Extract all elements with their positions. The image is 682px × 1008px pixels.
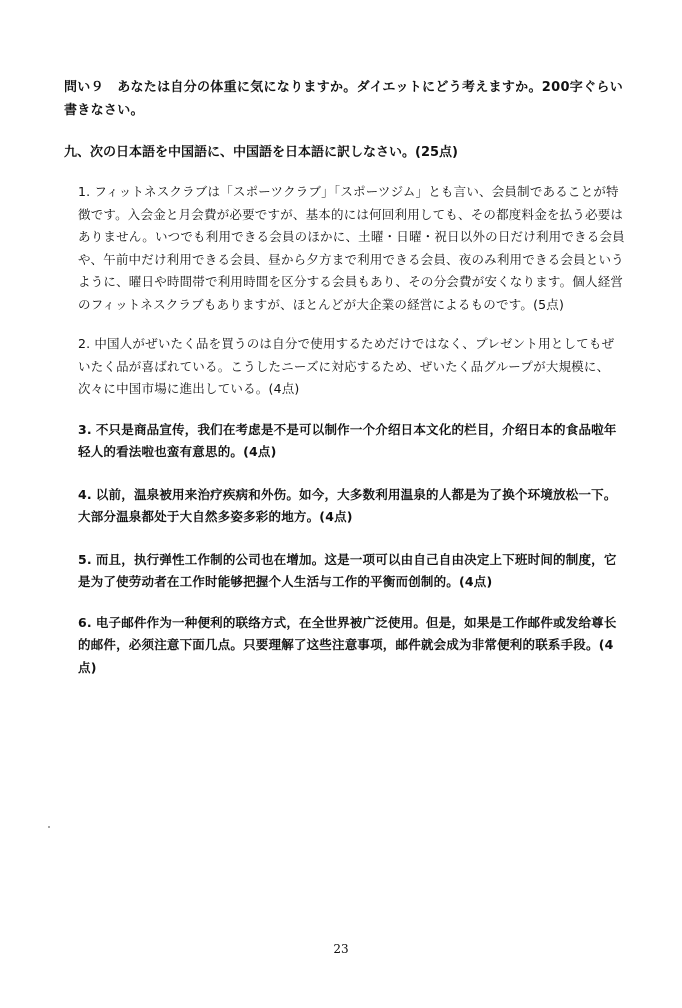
page-number: 23 [333, 942, 349, 956]
item-number: 1. [78, 184, 91, 199]
question-9: 問い９ あなたは自分の体重に気になりますか。ダイエットにどう考えますか。200字ぐらい書きなさい。 [64, 80, 623, 118]
translation-item [78, 181, 626, 316]
item-number: 3. [78, 421, 92, 437]
item-number: 2. [78, 336, 91, 351]
scan-speck [48, 826, 50, 828]
translation-item [78, 612, 626, 680]
item-number: 6. [78, 614, 92, 630]
item-text: 以前，温泉被用来治疗疾病和外伤。如今，大多数利用温泉的人都是为了换个环境放松一下。大部分温泉都处于大自然多姿多彩的地方。(4点) [78, 486, 617, 524]
translation-items [78, 181, 626, 698]
translation-item [78, 419, 626, 464]
item-text: 不只是商品宣传，我们在考虑是不是可以制作一个介绍日本文化的栏目，介绍日本的食品啦年轻人的看法啦也蛮有意思的。(4点) [78, 421, 617, 459]
item-number: 4. [78, 486, 92, 502]
item-text: 而且，执行弹性工作制的公司也在增加。这是一项可以由自己自由决定上下班时间的制度，它是为了使劳动者在工作时能够把握个人生活与工作的平衡而创制的。(4点) [78, 551, 617, 589]
item-text: フィットネスクラブは「スポーツクラブ」「スポーツジム」とも言い、会員制であることが特徴です。入会金と月会費が必要ですが、基本的には何回利用しても、その都度料金を払う必要はありません。いつでも利用できる会員のほかに、土曜・日曜・祝日以外の日だけ利用できる会員や、午前中だけ利用できる会員、昼から夕方まで利用できる会員、夜のみ利用できる会員というように、曜日や時間帯で利用時間を区分する会員もあり、その分会費が安くなります。個人経営のフィットネスクラブもありますが、ほとんどが大企業の経営によるものです。(5点) [78, 184, 625, 312]
item-text: 电子邮件作为一种便利的联络方式，在全世界被广泛使用。但是，如果是工作邮件或发给尊长的邮件，必须注意下面几点。只要理解了这些注意事项，邮件就会成为非常便利的联系手段。(4点) [78, 614, 617, 675]
translation-item [78, 484, 626, 529]
translation-item [78, 333, 626, 401]
item-number: 5. [78, 551, 92, 567]
translation-item [78, 549, 626, 594]
section-heading: 九、次の日本語を中国語に、中国語を日本語に訳しなさい。(25点) [64, 145, 458, 160]
item-text: 中国人がぜいたく品を買うのは自分で使用するためだけではなく、プレゼント用としてもぜいたく品が喜ばれている。こうしたニーズに対応するため、ぜいたく品グループが大規模に、次々に中国市場に進出している。(4点) [78, 336, 615, 396]
